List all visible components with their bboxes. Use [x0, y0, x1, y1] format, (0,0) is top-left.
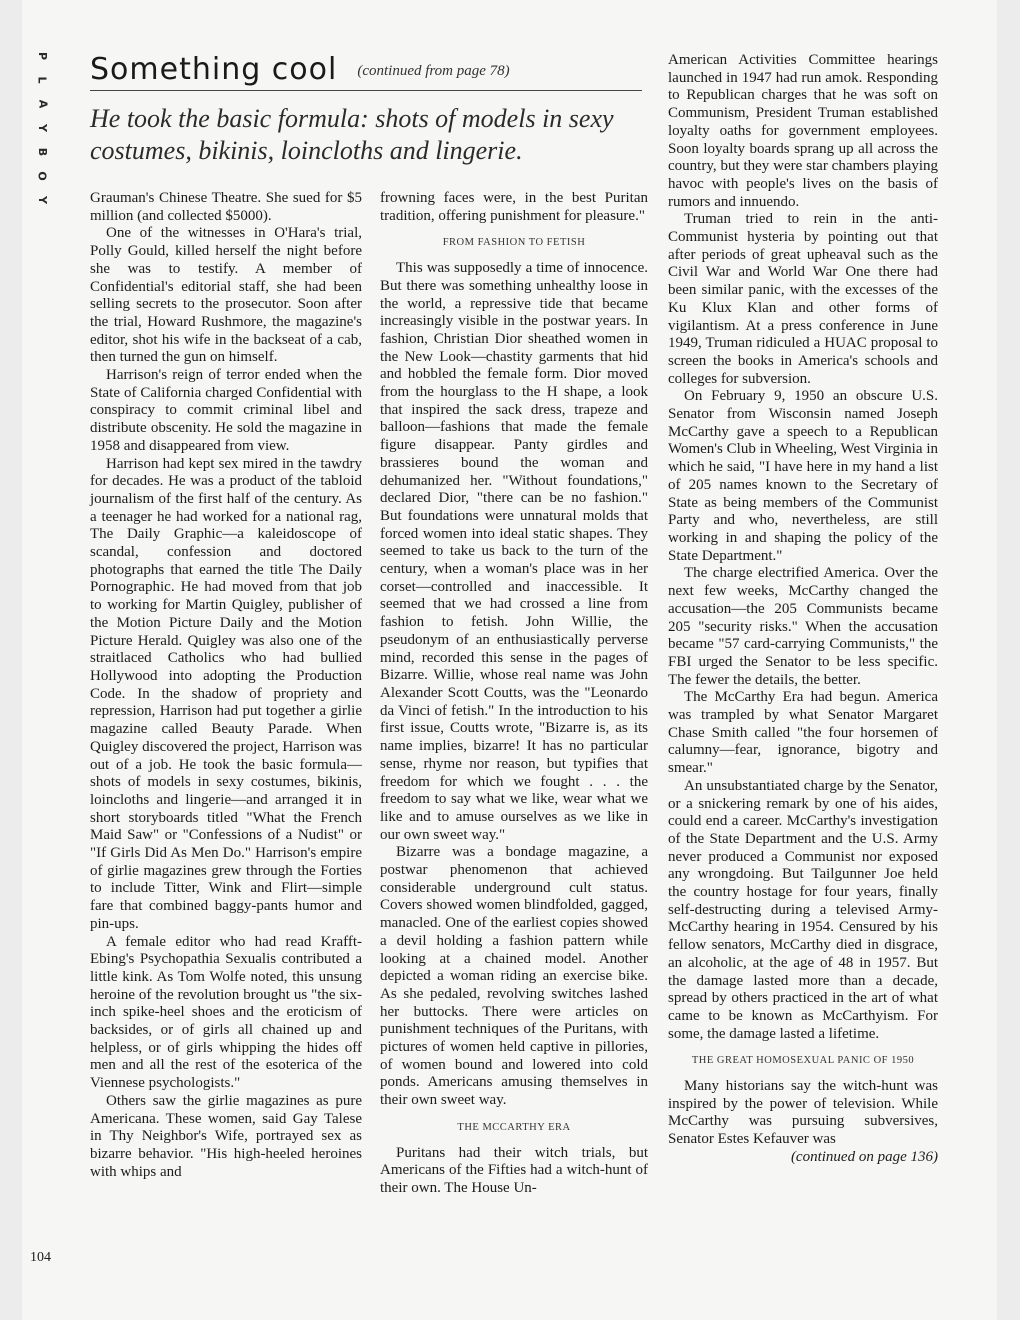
subheading-homosexual-panic: THE GREAT HOMOSEXUAL PANIC OF 1950 [691, 1055, 915, 1067]
paragraph: The McCarthy Era had begun. America was trampled by what Senator Margaret Chase Smith called "the four horsemen of calumny—fear, ignorance, bigotry and smear." [668, 689, 938, 777]
heading-rule [90, 90, 642, 91]
running-title-letter: P [36, 51, 49, 61]
paragraph: Grauman's Chinese Theatre. She sued for $5 million (and collected $5000). [90, 190, 362, 224]
page-number: 104 [30, 1250, 51, 1265]
paragraph: Bizarre was a bondage magazine, a postwar phenomenon that achieved considerable underground cult status. Covers showed women blindfolded, gagged, manacled. One of the earliest copies showed a devil holding a fashion pattern while looking at a chained model. Another depicted a woman riding an exercise bike. As she pedaled, revolving switches lashed her buttocks. There were articles on punishment techniques of the Puritans, with pictures of women held captive in pillories, of women bound and lowered into cold ponds. Americans amusing themselves in their own sweet way. [380, 844, 648, 1109]
article-heading [90, 52, 510, 87]
paragraph: On February 9, 1950 an obscure U.S. Senator from Wisconsin named Joseph McCarthy gave a speech to a Republican Women's Club in Wheeling, West Virginia in which he said, "I have here in my hand a list of 205 names known to the Secretary of State as being members of the Communist Party and who, nevertheless, are still working in and shaping the policy of the State Department." [668, 388, 938, 564]
column-3-section-a [668, 211, 938, 1043]
paragraph: Others saw the girlie magazines as pure Americana. These women, said Gay Talese in Thy Neighbor's Wife, portrayed sex as bizarre behavior. "His high-heeled heroines with whips and [90, 1092, 362, 1180]
pull-quote-deck: He took the basic formula: shots of models in sexy costumes, bikinis, loincloths and lingerie. [90, 104, 614, 165]
column-3-section-b [668, 1078, 938, 1149]
paragraph: An unsubstantiated charge by the Senator, or a snickering remark by one of his aides, could end a career. McCarthy's investigation of the State Department and the U.S. Army never produced a Communist nor exposed any wrongdoing. But Tailgunner Joe held the country hostage for four years, finally self-destructing during a televised Army-McCarthy hearing in 1954. Censured by his fellow senators, McCarthy died in disgrace, an alcoholic, at the age of 48 in 1957. But the damage lasted more than a decade, spread by others practiced in the art of what came to be known as McCarthyism. For some, the damage lasted a lifetime. [668, 777, 938, 1042]
section-title: Something cool [90, 52, 338, 87]
paragraph: frowning faces were, in the best Puritan tradition, offering punishment for pleasure." [380, 190, 648, 224]
text-column-2 [380, 190, 648, 1198]
paragraph: Harrison's reign of terror ended when the State of California charged Confidential with conspiracy to commit criminal libel and distribute obscenity. He sold the magazine in 1958 and disappeared from view. [90, 367, 362, 454]
continued-from-note: (continued from page 78) [357, 63, 510, 79]
paragraph: This was supposedly a time of innocence. But there was something unhealthy loose in the world, a repressive tide that became increasingly visible in the postwar years. In fashion, Christian Dior sheathed women in the New Look—chastity garments that hid and hobbled the female form. Dior moved from the hourglass to the H shape, a look that inspired the sack dress, trapeze and balloon—fashions that made the female figure disappear. Panty girdles and brassieres bound the woman and dehumanized her. "Without foundations," declared Dior, "there can be no fashion." But foundations were unnatural molds that forced women into ideal static shapes. They seemed to take us back to the turn of the century, when a woman's place was in her corset—controlled and inaccessible. It seemed that we had crossed a line from fashion to fetish. John Willie, the pseudonym of an enthusiastically perverse mind, recorded this sense in the pages of Bizarre. Willie, whose real name was John Alexander Scott Coutts, was the "Leonardo da Vinci of fetish." In the introduction to his first issue, Coutts wrote, "Bizarre is, as its name implies, bizarre! It has no particular sense, rhyme nor reason, but typifies that freedom for which we fought . . . the freedom to say what we like, wear what we like and to amuse ourselves as we like in our own sweet way." [380, 260, 648, 843]
running-title-letter: Y [36, 124, 49, 132]
paragraph: A female editor who had read Krafft-Ebing's Psychopathia Sexualis contributed a little kink. As Tom Wolfe noted, this unsung heroine of the revolution brought us "the six-inch spike-heel shoes and the eroticism of backsides, or of girls all chained up and helpless, or of girls whipping the hides off men and all the rest of the esoterica of the Viennese psychologists." [90, 933, 362, 1092]
running-title-letter: A [35, 99, 49, 109]
text-column-1 [90, 190, 362, 1181]
text-column-3 [668, 52, 938, 1167]
paragraph: Truman tried to rein in the anti-Communist hysteria by pointing out that after periods of great upheaval such as the Civil War and World War One there had been similar panic, with the excesses of the Ku Klux Klan and other forms of vigilantism. At a press conference in June 1949, Truman ridiculed a HUAC proposal to screen the books in America's schools and colleges for subversion. [668, 211, 938, 387]
column-2-section-a [380, 260, 648, 1110]
paragraph: The charge electrified America. Over the next few weeks, McCarthy changed the accusation—the 205 Communists became 205 "security risks." When the accusation became "57 card-carrying Communists," the FBI urged the Senator to be less specific. The fewer the details, the better. [668, 565, 938, 688]
running-title-letter: L [35, 76, 49, 84]
paragraph: One of the witnesses in O'Hara's trial, Polly Gould, killed herself the night before she was to testify. A member of Confidential's editorial staff, she had been selling secrets to the prosecutor. Soon after the trial, Howard Rushmore, the magazine's editor, shot his wife in the backseat of a cab, then turned the gun on himself. [90, 225, 362, 366]
running-title-letter: O [35, 171, 49, 181]
running-title-letter: Y [36, 196, 49, 204]
continued-on-note: (continued on page 136) [790, 1148, 938, 1165]
column-2-section-b [380, 1145, 648, 1198]
paragraph: Harrison had kept sex mired in the tawdry for decades. He was a product of the tabloid journalism of the first half of the century. As a teenager he had worked for a national rag, The Daily Graphic—a kaleidoscope of scandal, confession and doctored photographs that earned the title The Daily Pornographic. He had moved from that job to working for Martin Quigley, publisher of the Motion Picture Daily and the Motion Picture Herald. Quigley was also one of the straitlaced Catholics who had bullied Hollywood into adopting the Production Code. In the shadow of propriety and repression, Harrison had put together a girlie magazine called Beauty Parade. When Quigley discovered the project, Harrison was out of a job. He took the basic formula—shots of models in sexy costumes, bikinis, loincloths and lingerie—and arranged it in short storyboards titled "What the French Maid Saw" or "Confessions of a Nudist" or "If Girls Did As Men Do." Harrison's empire of girlie magazines grew through the Forties to include Titter, Wink and Flirt—simple fare that combined baggy-pants humor and pin-ups. [90, 455, 362, 932]
magazine-running-title [30, 44, 54, 212]
subheading-fashion-to-fetish: FROM FASHION TO FETISH [442, 237, 586, 249]
subheading-mccarthy-era: THE MCCARTHY ERA [457, 1121, 571, 1133]
paragraph: Puritans had their witch trials, but Americans of the Fifties had a witch-hunt of their own. The House Un- [380, 1144, 648, 1196]
running-title-letter: B [35, 147, 49, 157]
paragraph: American Activities Committee hearings launched in 1947 had run amok. Responding to Republican charges that he was soft on Communism, President Truman established loyalty oaths for government employees. Soon loyalty boards sprang up all across the country, but they were star chambers playing havoc with people's lives on the basis of rumors and innuendo. [668, 52, 938, 210]
paragraph: Many historians say the witch-hunt was inspired by the power of television. While McCarthy was pursuing subversives, Senator Estes Kefauver was [668, 1078, 938, 1148]
